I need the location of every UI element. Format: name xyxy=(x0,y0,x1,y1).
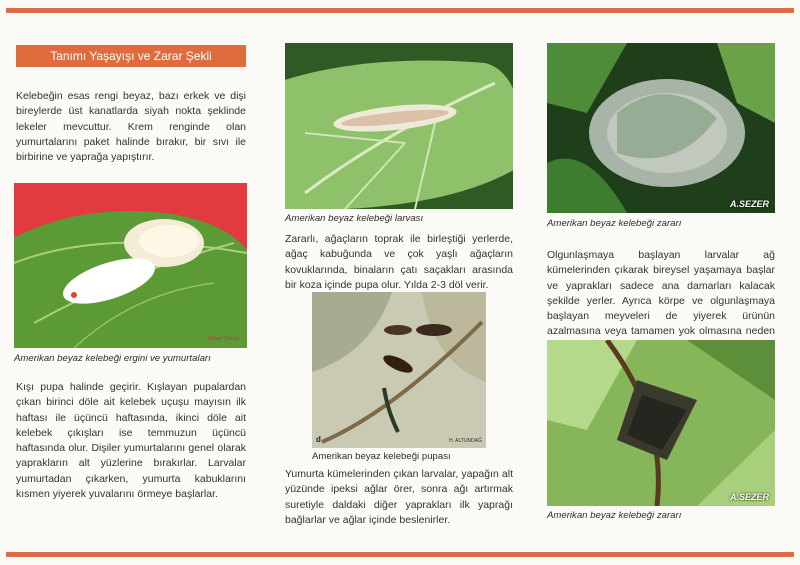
photo-credit: H. ALTUNDAĞ xyxy=(449,438,482,444)
section-title: Tanımı Yaşayışı ve Zarar Şekli xyxy=(16,45,246,67)
caption-adult-eggs: Amerikan beyaz kelebeği ergini ve yumurtaları xyxy=(14,353,211,364)
photo-letter: d xyxy=(316,435,321,444)
intro-paragraph: Kelebeğin esas rengi beyaz, bazı erkek ve dişi bireylerde üst kanatlarda siyah nokta şeklinde lekeler mevcuttur. Krem renginde olan yumurtalarını paket halinde bırakır, bir sıvı ile birbirine ve yaprağa yapıştırır. xyxy=(16,90,246,164)
pupation-paragraph: Zararlı, ağaçların toprak ile birleştiği yerlerde, ağaç kabuğunda ve çok yaşlı ağaçların kovuklarında, binaların çatı saçakları arasında bir koza içinde pupa olur. Yılda 2-3 döl verir. xyxy=(285,233,513,291)
photo-credit: Bülent Yılmaz xyxy=(208,336,239,342)
lifecycle-paragraph: Kışı pupa halinde geçirir. Kışlayan pupalardan çıkan birinci döle ait kelebek uçuşu mayısın ilk haftası ile üçüncü haftasında, ikinci döle ait kelebek çıkışları ise temmuzun üçüncü haftasında olur. Dişiler yumurtalarını genel olarak yaprakların alt yüzlerine bırakırlar. Larvalar yumurtadan çıkarken, yumurta kabuklarını kısmen yiyerek yuvalarını örmeye başlarlar. xyxy=(16,381,246,501)
photo-watermark: A.SEZER xyxy=(729,199,769,209)
top-rule xyxy=(6,8,794,13)
caption-damage-2: Amerikan beyaz kelebeği zararı xyxy=(547,510,682,521)
caption-larva: Amerikan beyaz kelebeği larvası xyxy=(285,213,424,224)
bottom-rule xyxy=(6,552,794,557)
caption-damage-1: Amerikan beyaz kelebeği zararı xyxy=(547,218,682,229)
feeding-paragraph: Yumurta kümelerinden çıkan larvalar, yapağın alt yüzünde ipeksi ağlar örer, sonra ağı artırmak suretiyle daldaki diğer yaprakları ilk yaprağı bağlarlar ve ağlar içinde beslenirler. xyxy=(285,468,513,526)
caterpillar-colony-photo xyxy=(547,340,775,506)
larva-photo xyxy=(285,43,513,209)
damage-paragraph: Olgunlaşmaya başlayan larvalar ağ kümelerinden çıkarak bireysel yaşamaya başlar ve yaprakları sadece ana damarları kalacak şekilde yerler. Ayrıca körpe ve olgunlaşmaya başlayan meyveleri de yiyerek ürünün azalmasına veya tamamen yok olmasına neden xyxy=(547,249,775,338)
photo-watermark: A.SEZER xyxy=(729,492,769,502)
caption-pupa: Amerikan beyaz kelebeği pupası xyxy=(312,451,451,462)
web-damage-photo xyxy=(547,43,775,213)
adult-moth-eggs-photo xyxy=(14,183,247,348)
pupa-photo xyxy=(312,292,486,448)
